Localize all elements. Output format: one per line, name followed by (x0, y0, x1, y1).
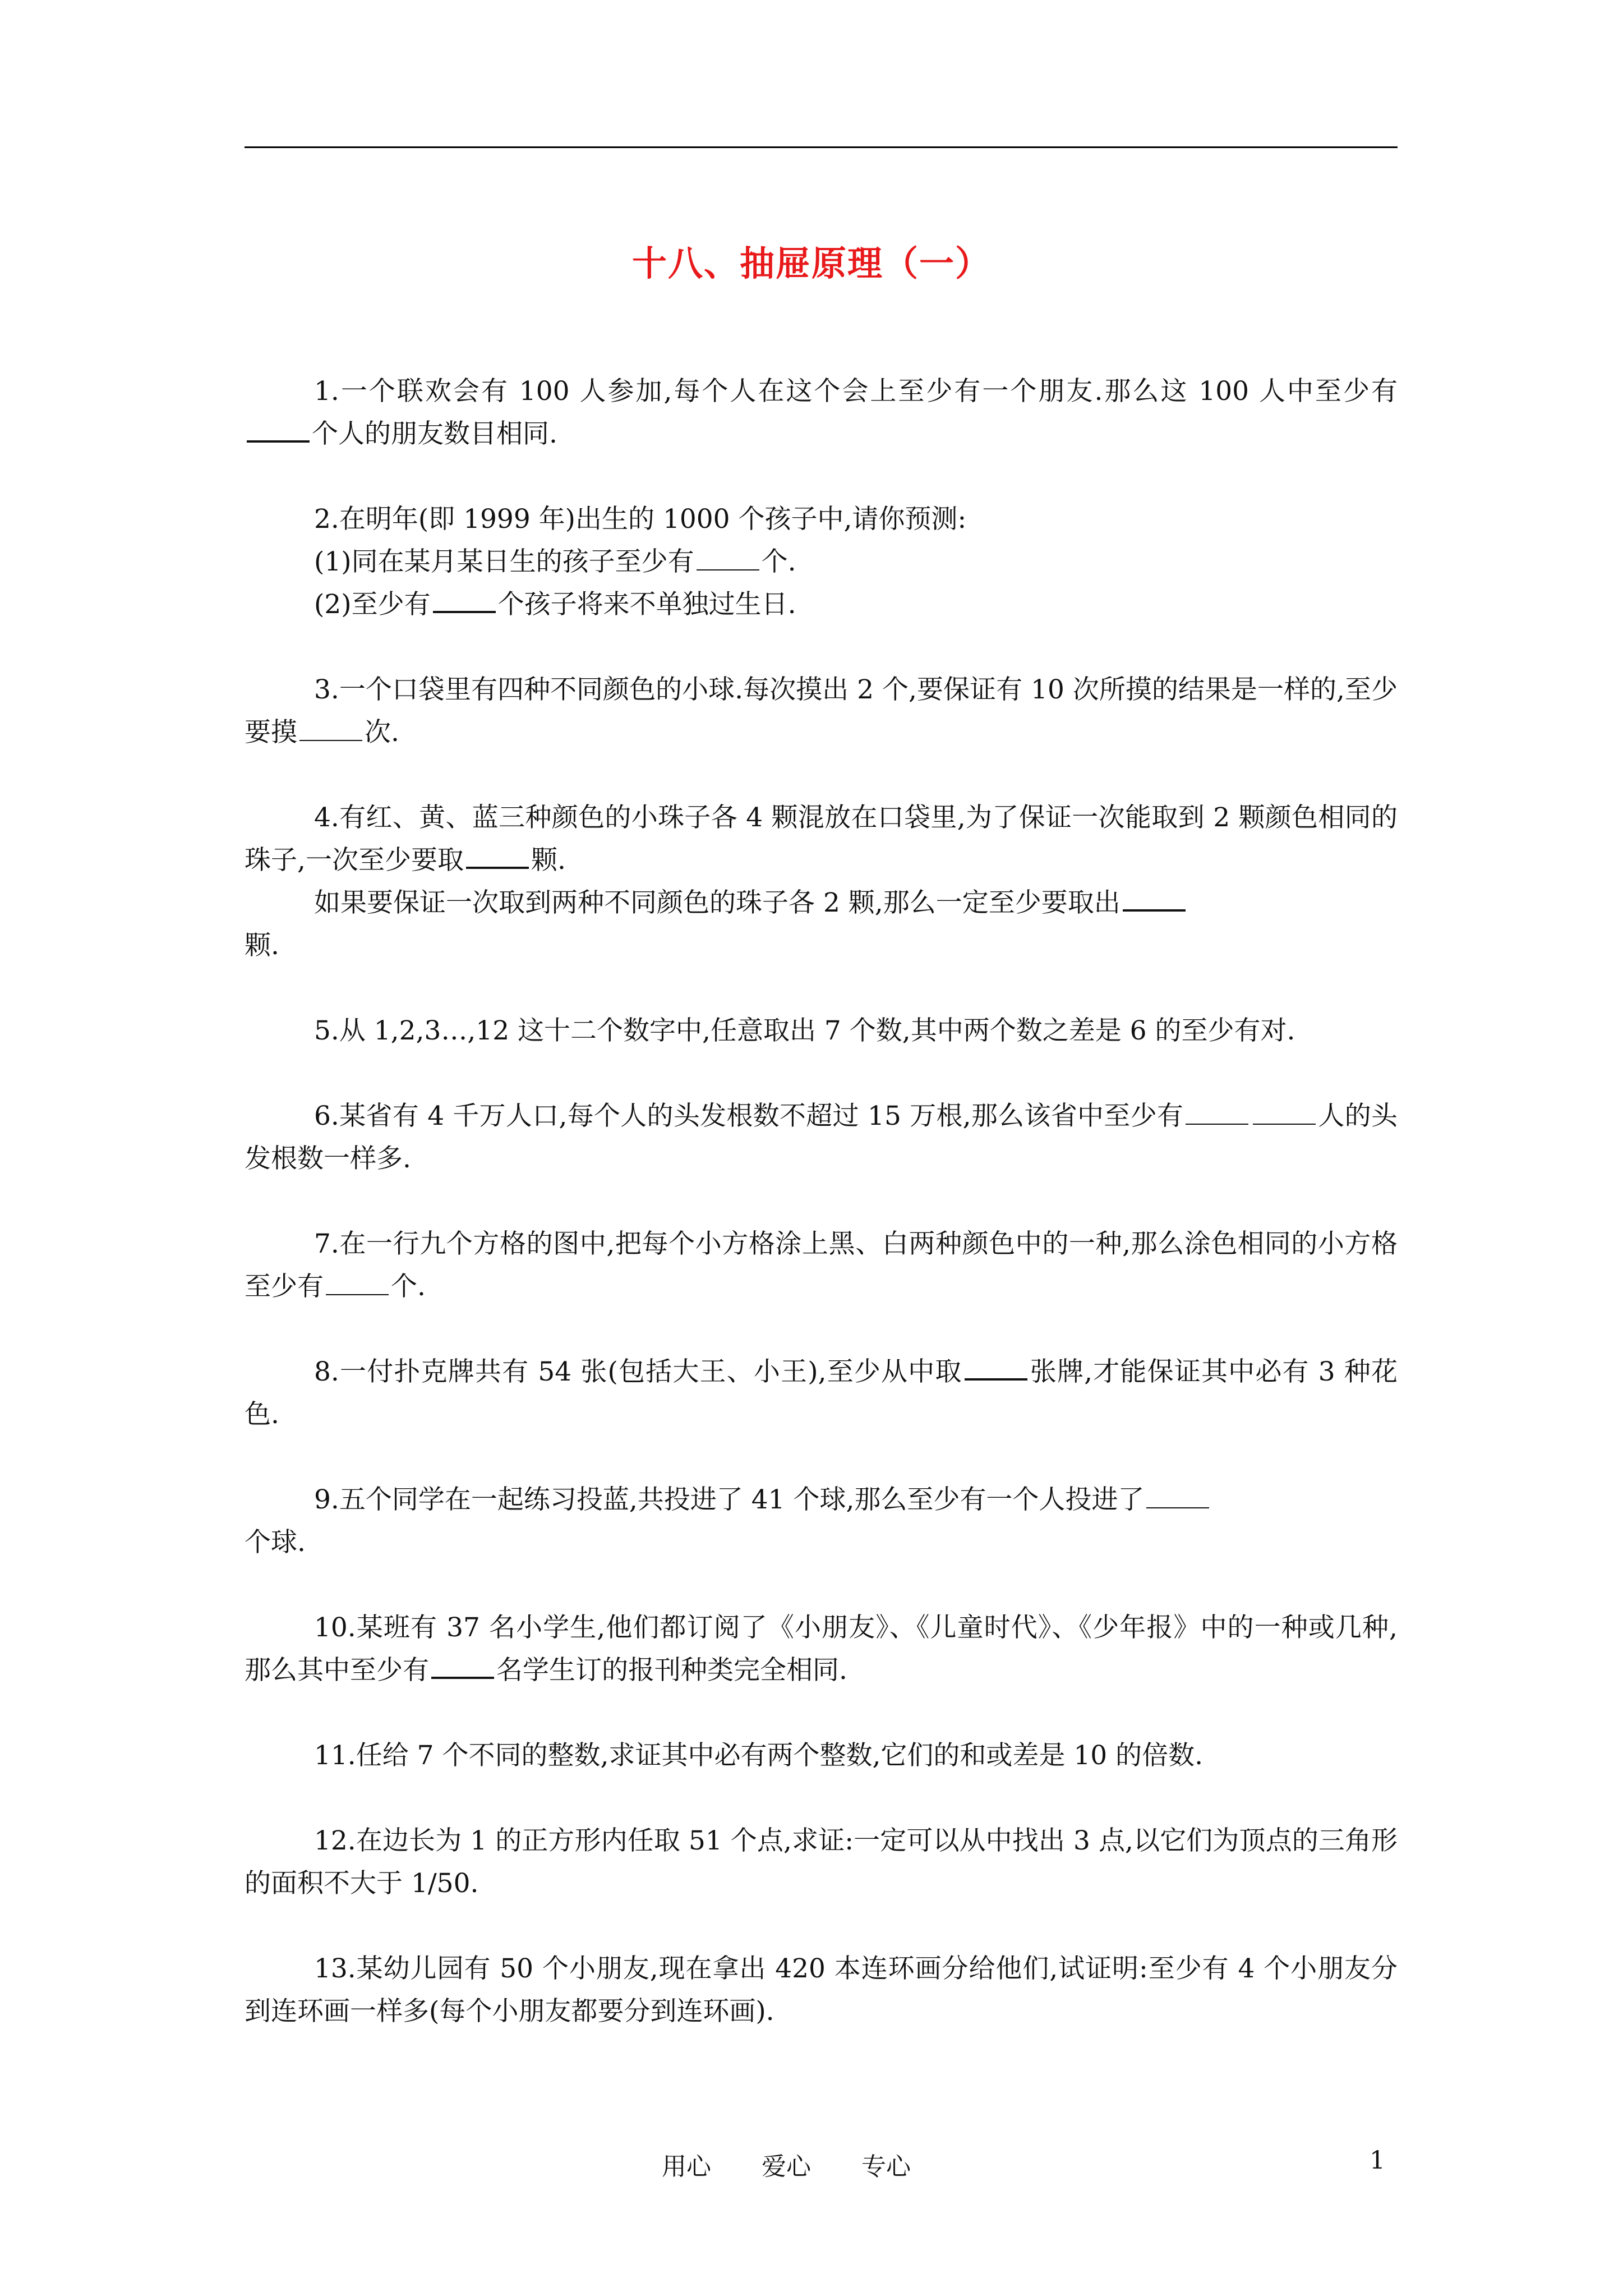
problem-2-part-1 (245, 541, 1398, 583)
problem-4-followup-text-b: 颗. (245, 930, 279, 961)
problem-10-text-a: 10.某班有 37 名小学生,他们都订阅了《小朋友》、《儿童时代》、《少年报》中的一种或几种,那么其中至少有 (245, 1612, 1398, 1686)
problem-7-text-a: 7.在一行九个方格的图中,把每个小方格涂上黑、白两种颜色中的一种,那么涂色相同的小方格至少有 (245, 1228, 1398, 1302)
document-title: 十八、抽屉原理（一） (631, 242, 991, 284)
problem-2-part-2-text-a: (2)至少有 (314, 589, 431, 620)
problem-11 (245, 1734, 1398, 1777)
problem-4-text-b: 颗. (531, 845, 566, 876)
problem-13-text: 13.某幼儿园有 50 个小朋友,现在拿出 420 本连环画分给他们,试证明:至少有 4 个小朋友分到连环画一样多(每个小朋友都要分到连环画). (245, 1953, 1398, 2027)
answer-blank (247, 415, 310, 443)
problem-13 (245, 1948, 1398, 2033)
answer-blank (965, 1352, 1027, 1381)
answer-blank (697, 544, 759, 570)
problem-3-text-a: 3.一个口袋里有四种不同颜色的小球.每次摸出 2 个,要保证有 10 次所摸的结果是一样的,至少要摸 (245, 674, 1398, 748)
problem-8 (245, 1351, 1398, 1436)
problem-2-part-1-text-b: 个. (761, 546, 796, 577)
problem-4-followup (245, 882, 1398, 967)
problem-4-followup-text-a: 如果要保证一次取到两种不同颜色的珠子各 2 颗,那么一定至少要取出 (314, 887, 1121, 918)
problem-list (245, 370, 1398, 2076)
problem-2 (245, 498, 1398, 626)
answer-blank (299, 714, 362, 741)
problem-2-part-1-text-a: (1)同在某月某日生的孩子至少有 (314, 546, 694, 577)
problem-9-text-b: 个球. (245, 1527, 306, 1558)
problem-4-text-a: 4.有红、黄、蓝三种颜色的小珠子各 4 颗混放在口袋里,为了保证一次能取到 2 颗颜色相同的珠子,一次至少要取 (245, 802, 1398, 876)
footer-motto (662, 2146, 942, 2182)
problem-10-text-b: 名学生订的报刊种类完全相同. (496, 1655, 847, 1686)
problem-12 (245, 1820, 1398, 1905)
problem-3 (245, 669, 1398, 754)
page-number: 1 (1370, 2146, 1385, 2175)
problem-5-text: 5.从 1,2,3…,12 这十二个数字中,任意取出 7 个数,其中两个数之差是 6 的至少有对. (314, 1015, 1295, 1046)
problem-4 (245, 797, 1398, 967)
problem-8-text-a: 8.一付扑克牌共有 54 张(包括大王、小王),至少从中取 (314, 1356, 962, 1387)
problem-2-intro: 2.在明年(即 1999 年)出生的 1000 个孩子中,请你预测: (314, 504, 967, 535)
footer-motto-2: 爱心 (762, 2152, 811, 2181)
answer-blank (1123, 884, 1186, 912)
footer-motto-3: 专心 (861, 2152, 911, 2181)
problem-1-text-a: 1.一个联欢会有 100 人参加,每个人在这个会上至少有一个朋友.那么这 100 人中至少有 (314, 376, 1398, 407)
problem-7 (245, 1223, 1398, 1308)
problem-2-part-2-text-b: 个孩子将来不单独过生日. (497, 589, 796, 620)
problem-5 (245, 1010, 1398, 1052)
problem-7-text-b: 个. (391, 1271, 426, 1302)
problem-3-text-b: 次. (365, 717, 399, 748)
header-rule (245, 146, 1398, 148)
answer-blank (466, 841, 529, 869)
answer-blank (433, 585, 496, 613)
problem-6 (245, 1095, 1398, 1180)
answer-blank (1146, 1481, 1209, 1508)
problem-9 (245, 1479, 1398, 1564)
answer-blank (431, 1651, 494, 1679)
footer-motto-1: 用心 (662, 2152, 711, 2181)
problem-1-text-b: 个人的朋友数目相同. (312, 418, 557, 449)
problem-6-text-b: 人的头发根数一样多. (245, 1101, 1398, 1174)
answer-blank (1186, 1098, 1248, 1125)
problem-9-text-a: 9.五个同学在一起练习投蓝,共投进了 41 个球,那么至少有一个人投进了 (314, 1484, 1145, 1515)
problem-4-main (245, 797, 1398, 882)
problem-8-text-b: 张牌,才能保证其中必有 3 种花色. (245, 1356, 1398, 1430)
answer-blank (1253, 1098, 1316, 1125)
problem-12-text: 12.在边长为 1 的正方形内任取 51 个点,求证:一定可以从中找出 3 点,以它们为顶点的三角形的面积不大于 1/50. (245, 1825, 1398, 1899)
problem-2-part-2 (245, 583, 1398, 626)
answer-blank (326, 1268, 389, 1295)
problem-6-text-a: 6.某省有 4 千万人口,每个人的头发根数不超过 15 万根,那么该省中至少有 (314, 1101, 1184, 1131)
problem-10 (245, 1607, 1398, 1692)
problem-1 (245, 370, 1398, 455)
problem-11-text: 11.任给 7 个不同的整数,求证其中必有两个整数,它们的和或差是 10 的倍数. (314, 1740, 1204, 1771)
